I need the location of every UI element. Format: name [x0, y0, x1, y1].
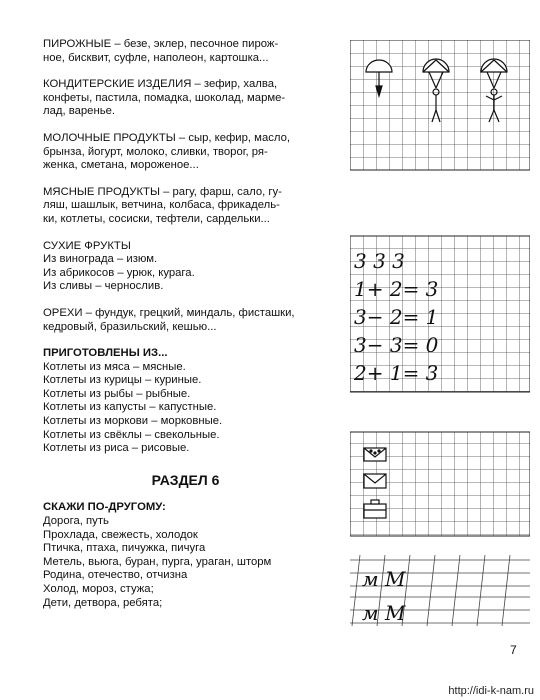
text-line: Холод, мороз, стужа;: [43, 583, 154, 595]
cursive-row: м М: [362, 601, 406, 625]
synonyms-block: [43, 501, 328, 610]
text-line: Котлеты из мяса – мясные.: [43, 360, 186, 373]
equation: 3− 3= 0: [354, 333, 439, 357]
text-line: Дорога, путь: [43, 515, 109, 528]
prepared-from-block: [43, 347, 328, 456]
cursive-row: м М: [362, 567, 406, 591]
text-line: ляш, шашлык, ветчина, колбаса, фрикадель-: [43, 199, 280, 212]
text-line: лад, варенье.: [43, 105, 116, 118]
text-line: Родина, отечество, отчизна: [43, 569, 188, 582]
page-number: 7: [510, 643, 517, 657]
text-line: Котлеты из капусты – капустные.: [43, 401, 217, 414]
text-line: Дети, детвора, ребята;: [43, 596, 163, 609]
text-column: [43, 38, 328, 623]
text-line: Котлеты из риса – рисовые.: [43, 442, 190, 455]
text-line: Из абрикосов – урюк, курага.: [43, 266, 195, 279]
text-line: Котлеты из курицы – куриные.: [43, 374, 202, 387]
text-line: ное, бисквит, суфле, наполеон, картошка...: [43, 51, 269, 64]
text-line: КОНДИТЕРСКИЕ ИЗДЕЛИЯ – зефир, халва,: [43, 78, 278, 91]
envelope-icon: [364, 448, 386, 461]
equation: 1+ 2= 3: [354, 277, 439, 301]
category-dried-fruits: [43, 240, 328, 294]
envelope-icon: [364, 474, 386, 488]
prepared-heading: ПРИГОТОВЛЕНЫ ИЗ...: [43, 347, 168, 360]
text-line: МОЛОЧНЫЕ ПРОДУКТЫ – сыр, кефир, масло,: [43, 131, 291, 144]
text-line: женка, сметана, мороженое...: [43, 159, 199, 172]
category-nuts: [43, 307, 328, 334]
practice-grid: [350, 40, 530, 626]
text-line: ОРЕХИ – фундук, грецкий, миндаль, фисташки,: [43, 306, 295, 319]
practice-grid-column: [350, 40, 530, 626]
text-line: Из винограда – изюм.: [43, 253, 158, 266]
numbers-row: 3 3 3: [354, 249, 405, 273]
text-line: МЯСНЫЕ ПРОДУКТЫ – рагу, фарш, сало, гу-: [43, 185, 282, 198]
text-line: Птичка, птаха, пичужка, пичуга: [43, 542, 206, 555]
category-pastries: [43, 38, 328, 65]
text-line: Прохлада, свежесть, холодок: [43, 528, 198, 541]
text-line: Котлеты из рыбы – рыбные.: [43, 387, 191, 400]
text-line: ПИРОЖНЫЕ – безе, эклер, песочное пирож-: [43, 38, 279, 50]
text-line: Метель, вьюга, буран, пурга, ураган, шторм: [43, 555, 272, 568]
text-line: Котлеты из свёклы – свекольные.: [43, 428, 220, 441]
text-line: ки, котлеты, сосиски, тефтели, сардельки...: [43, 212, 270, 225]
text-line: кедровый, бразильский, кешью...: [43, 320, 217, 333]
text-line: Из сливы – чернослив.: [43, 280, 164, 293]
text-line: конфеты, пастила, помадка, шоколад, мармe-: [43, 91, 286, 104]
category-confectionery: [43, 78, 328, 119]
category-meat: [43, 186, 328, 227]
text-line: СУХИЕ ФРУКТЫ: [43, 239, 131, 252]
section-title: РАЗДЕЛ 6: [151, 471, 220, 488]
equation: 3− 2= 1: [354, 305, 439, 329]
text-line: брынза, йогурт, молоко, сливки, творог, ря-: [43, 145, 268, 158]
text-line: Котлеты из моркови – морковные.: [43, 415, 223, 428]
footer-url: http://idi-k-nam.ru: [448, 685, 534, 697]
synonyms-heading: СКАЖИ ПО-ДРУГОМУ:: [43, 501, 166, 514]
equation: 2+ 1= 3: [354, 361, 439, 385]
category-dairy: [43, 132, 328, 173]
